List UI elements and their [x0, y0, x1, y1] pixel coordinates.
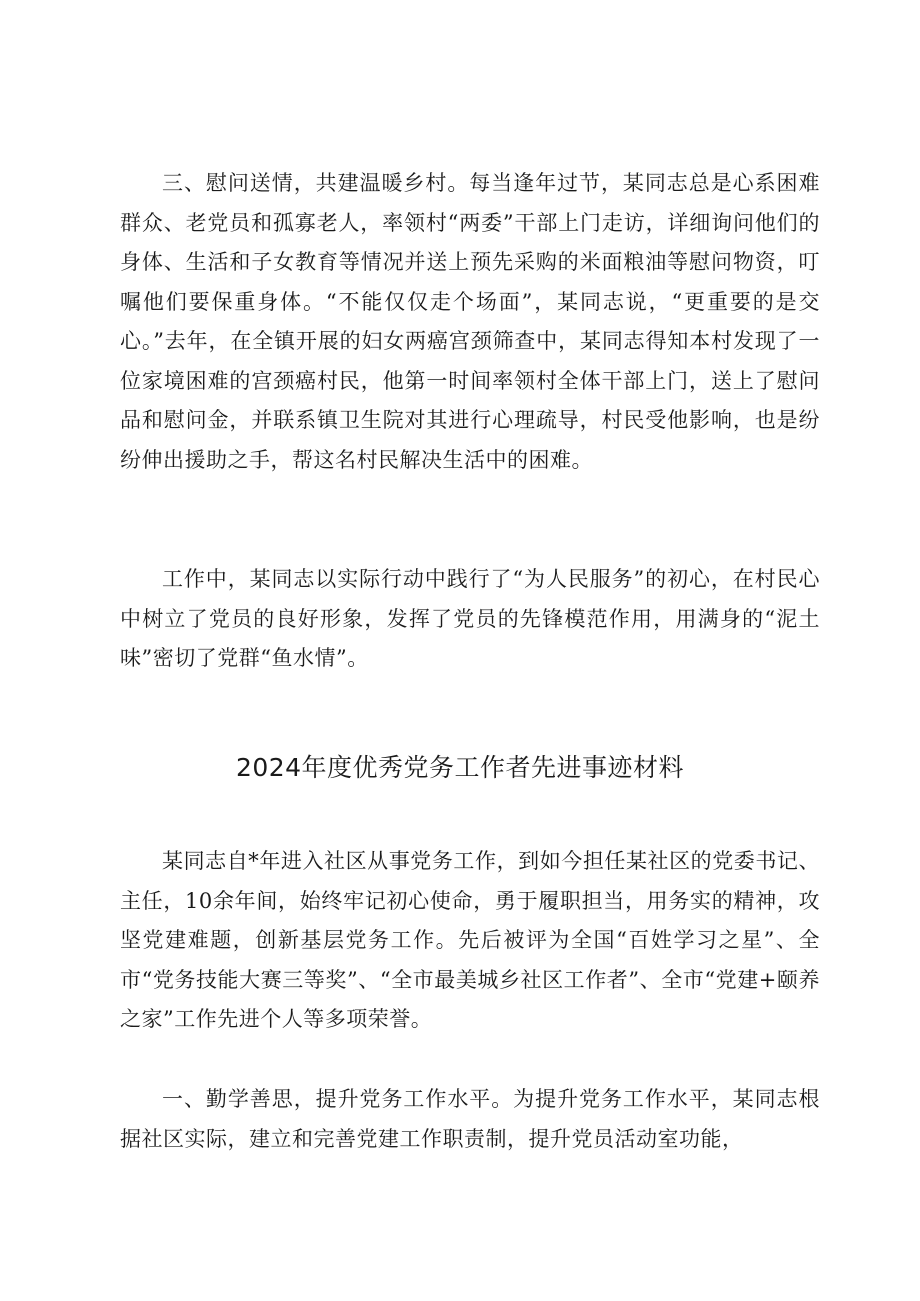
paragraph-introduction: 某同志自*年进入社区从事党务工作，到如今担任某社区的党委书记、主任，10余年间，始终牢记初心使命，勇于履职担当，用务实的精神，攻坚党建难题，创新基层党务工作。先后被评为全国“百姓学习之星”、全市“党务技能大赛三等奖”、“全市最美城乡社区工作者”、全市“党建+颐养之家”工作先进个人等多项荣誉。: [120, 849, 820, 1031]
paragraph-condolence-visits: 三、慰问送情，共建温暖乡村。每当逢年过节，某同志总是心系困难群众、老党员和孤寡老人，率领村“两委”干部上门走访，详细询问他们的身体、生活和子女教育等情况并送上预先采购的米面粮油等慰问物资，叮嘱他们要保重身体。“不能仅仅走个场面”，某同志说，“更重要的是交心。”去年，在全镇开展的妇女两癌宫颈筛查中，某同志得知本村发现了一位家境困难的宫颈癌村民，他第一时间率领村全体干部上门，送上了慰问品和慰问金，并联系镇卫生院对其进行心理疏导，村民受他影响，也是纷纷伸出援助之手，帮这名村民解决生活中的困难。: [120, 171, 820, 472]
document-title: 2024年度优秀党务工作者先进事迹材料: [235, 753, 685, 782]
paragraph-study-section: 一、勤学善思，提升党务工作水平。为提升党务工作水平，某同志根据社区实际，建立和完善党建工作职责制，提升党员活动室功能，: [120, 1087, 820, 1151]
paragraph-work-summary: 工作中，某同志以实际行动中践行了“为人民服务”的初心，在村民心中树立了党员的良好形象，发挥了党员的先锋模范作用，用满身的“泥土味”密切了党群“鱼水情”。: [120, 567, 820, 670]
